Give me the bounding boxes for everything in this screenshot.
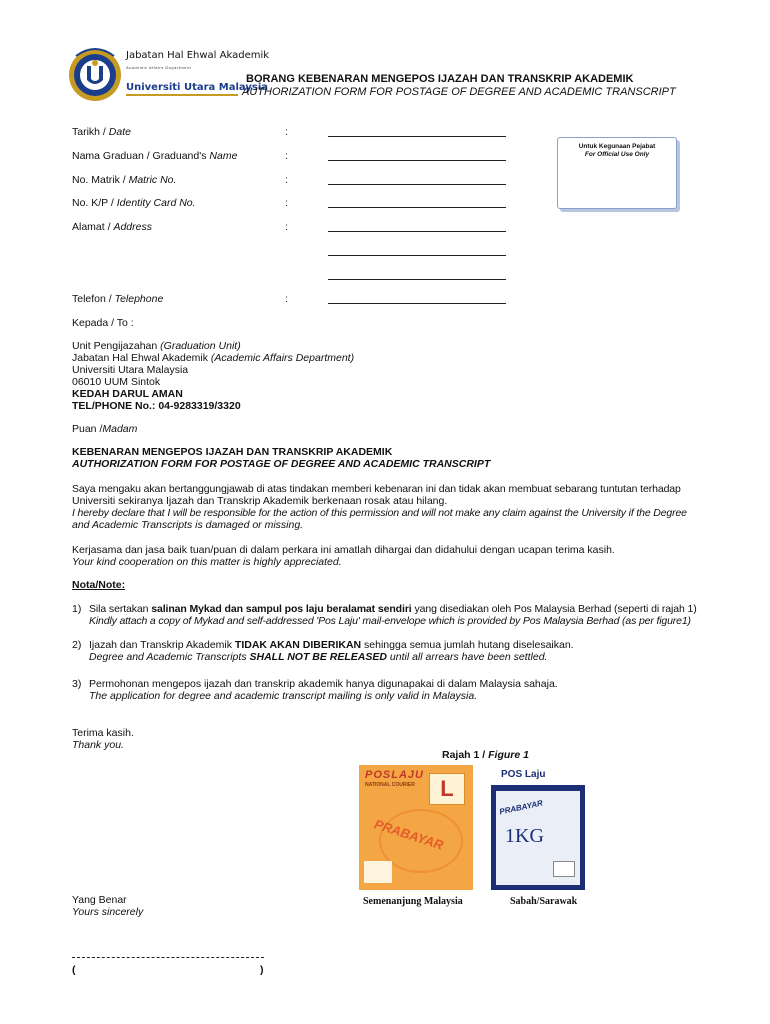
barcode-label-2 (553, 861, 575, 877)
logo-underline (126, 94, 238, 96)
declaration-english-line-2: and Academic Transcripts is damaged or missing. (72, 519, 304, 531)
signature-line[interactable] (72, 957, 264, 958)
salutation: Puan /Madam (72, 423, 138, 435)
declaration-malay-line-1: Saya mengaku akan bertanggungjawab di atas tindakan memberi kebenaran ini dan tidak akan membuat sebarang tuntutan terhadap (72, 483, 681, 495)
prabayar-stamp-text: PRABAYAR (372, 816, 446, 853)
ic-colon: : (285, 197, 288, 209)
official-use-label-english: For Official Use Only (584, 151, 650, 158)
closing-english: Yours sincerely (72, 906, 144, 918)
name-label: Nama Graduan / Graduand's Name (72, 150, 238, 162)
barcode-label (364, 861, 392, 883)
size-letter: L (440, 776, 454, 801)
poslaju-brand-text-2: POS Laju (501, 769, 546, 780)
size-label-box (429, 773, 465, 805)
poslaju-brand-text: POSLAJU (365, 769, 424, 781)
declaration-malay-line-2: Universiti sekiranya Ijazah dan Transkrip Akademik berkenaan rosak atau hilang. (72, 495, 448, 507)
note-3-malay: Permohonan mengepos ijazah dan transkrip akademik hanya digunapakai di dalam Malaysia sahaja. (89, 678, 558, 690)
recipient-postcode: 06010 UUM Sintok (72, 376, 161, 388)
subject-malay: KEBENARAN MENGEPOS IJAZAH DAN TRANSKRIP AKADEMIK (72, 446, 393, 458)
date-colon: : (285, 126, 288, 138)
address-label: Alamat / Address (72, 221, 152, 233)
logo-university-text: Universiti Utara Malaysia (126, 82, 268, 93)
declaration-english-line-1: I hereby declare that I will be responsible for the action of this permission and will not make any claim against the University if the Degree (72, 507, 687, 519)
phone-colon: : (285, 293, 288, 305)
official-use-label-malay: Untuk Kegunaan Pejabat (578, 143, 656, 150)
matric-field[interactable] (328, 184, 506, 185)
prabayar-stamp-text-2: PRABAYAR (498, 798, 544, 817)
cooperation-english: Your kind cooperation on this matter is highly appreciated. (72, 556, 342, 568)
official-use-box (557, 137, 677, 209)
address-colon: : (285, 221, 288, 233)
logo-department-text: Jabatan Hal Ehwal Akademik (126, 50, 270, 61)
name-colon: : (285, 150, 288, 162)
phone-label: Telefon / Telephone (72, 293, 164, 305)
subject-english: AUTHORIZATION FORM FOR POSTAGE OF DEGREE AND ACADEMIC TRANSCRIPT (72, 458, 491, 470)
note-2-english: Degree and Academic Transcripts SHALL NOT BE RELEASED until all arrears have been settled. (89, 651, 548, 663)
note-1-number: 1) (72, 603, 82, 615)
note-1-english: Kindly attach a copy of Mykad and self-addressed 'Pos Laju' mail-envelope which is provided by Pos Malaysia Berhad (as per figure1) (89, 615, 691, 627)
closing-malay: Yang Benar (72, 894, 127, 906)
recipient-phone: TEL/PHONE No.: 04-9283319/3320 (72, 400, 241, 412)
poslaju-national-courier-text: NATIONAL COURIER (365, 782, 415, 788)
cooperation-malay: Kerjasama dan jasa baik tuan/puan di dalam perkara ini amatlah dihargai dan didahului dengan ucapan terima kasih. (72, 544, 615, 556)
address-field-line-1[interactable] (328, 231, 506, 232)
date-label: Tarikh / Date (72, 126, 131, 138)
address-field-line-2[interactable] (328, 255, 506, 256)
form-title-malay: BORANG KEBENARAN MENGEPOS IJAZAH DAN TRANSKRIP AKADEMIK (246, 73, 634, 85)
recipient-state: KEDAH DARUL AMAN (72, 388, 183, 400)
note-3-number: 3) (72, 678, 82, 690)
note-2-number: 2) (72, 639, 82, 651)
thanks-malay: Terima kasih. (72, 727, 134, 739)
poslaju-envelope-sabah-sarawak-image (491, 765, 585, 890)
phone-field[interactable] (328, 303, 506, 304)
recipient-unit: Unit Pengijazahan (Graduation Unit) (72, 340, 241, 352)
caption-peninsular: Semenanjung Malaysia (363, 896, 463, 907)
weight-text: 1KG (505, 825, 544, 847)
note-3-english: The application for degree and academic transcript mailing is only valid in Malaysia. (89, 690, 478, 702)
to-label: Kepada / To : (72, 317, 134, 329)
logo-department-text-en: Academic Affairs Department (126, 65, 192, 70)
note-2-malay: Ijazah dan Transkrip Akademik TIDAK AKAN DIBERIKAN sehingga semua jumlah hutang diselesaikan. (89, 639, 574, 651)
form-title-english: AUTHORIZATION FORM FOR POSTAGE OF DEGREE AND ACADEMIC TRANSCRIPT (242, 86, 676, 98)
signature-close-paren: ) (260, 964, 264, 976)
poslaju-envelope-peninsular-image (359, 765, 473, 890)
matric-colon: : (285, 174, 288, 186)
recipient-university: Universiti Utara Malaysia (72, 364, 189, 376)
date-field[interactable] (328, 136, 506, 137)
signature-open-paren: ( (72, 964, 76, 976)
note-1-malay: Sila sertakan salinan Mykad dan sampul pos laju beralamat sendiri yang disediakan oleh Pos Malaysia Berhad (seperti di rajah 1) (89, 603, 697, 615)
ic-field[interactable] (328, 207, 506, 208)
caption-sabah-sarawak: Sabah/Sarawak (510, 896, 578, 907)
address-field-line-3[interactable] (328, 279, 506, 280)
matric-label: No. Matrik / Matric No. (72, 174, 177, 186)
recipient-department: Jabatan Hal Ehwal Akademik (Academic Affairs Department) (72, 352, 355, 364)
figure-title: Rajah 1 / Figure 1 (442, 749, 529, 761)
note-heading: Nota/Note: (72, 579, 126, 591)
thanks-english: Thank you. (72, 739, 124, 751)
name-field[interactable] (328, 160, 506, 161)
ic-label: No. K/P / Identity Card No. (72, 197, 196, 209)
